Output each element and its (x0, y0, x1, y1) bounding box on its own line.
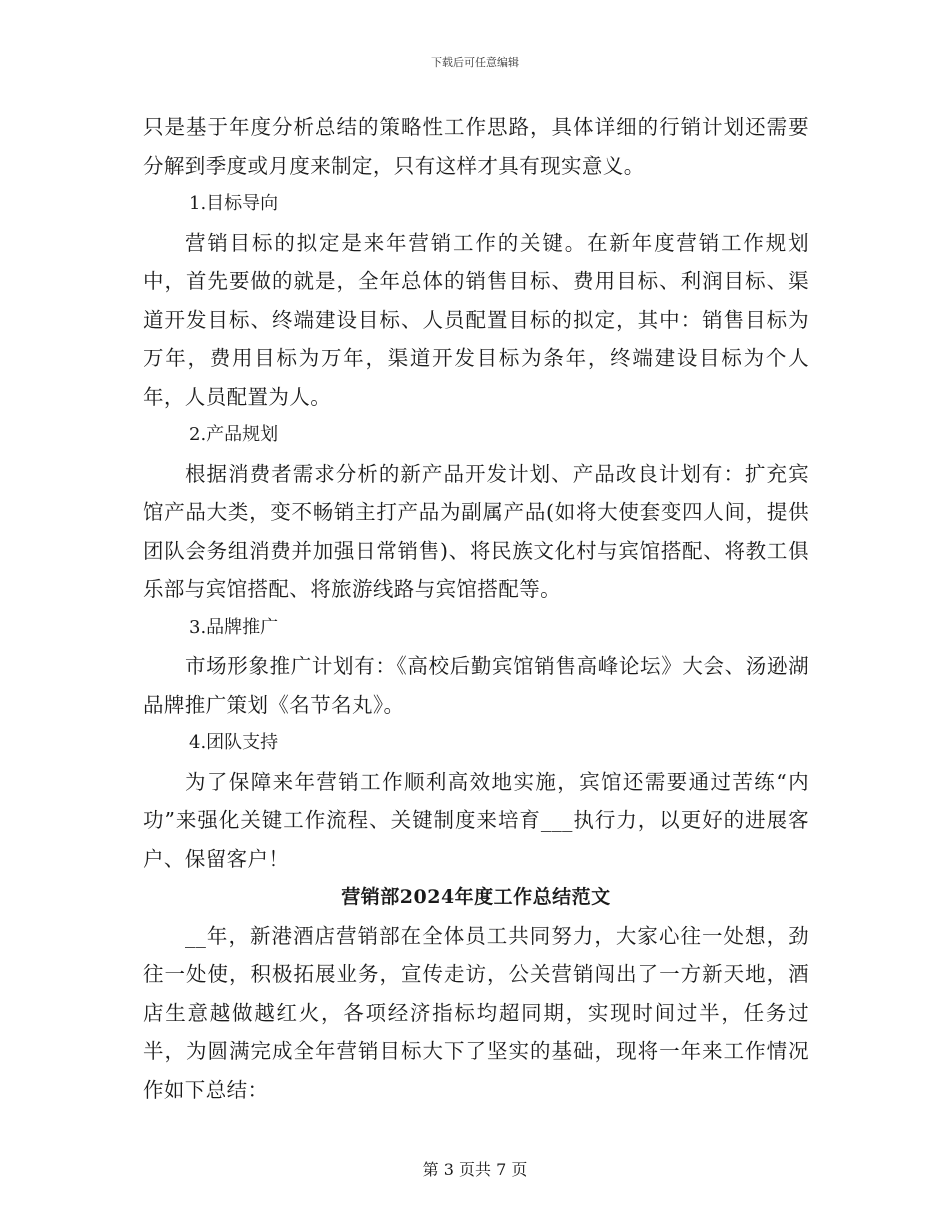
page-header: 下载后可任意编辑 (431, 56, 519, 69)
section-title: 营销部2024年度工作总结范文 (341, 886, 611, 908)
heading-product-planning: 2.产品规划 (189, 424, 279, 445)
heading-brand-promotion: 3.品牌推广 (189, 616, 279, 638)
heading-goal-orientation: 1.目标导向 (189, 193, 279, 214)
paragraph-team: 为了保障来年营销工作顺利高效地实施，宾馆还需要通过苦练“内功”来强化关键工作流程、关键制度来培育___执行力，以更好的进展客户、保留客户！ (143, 769, 809, 871)
paragraph-intro: 只是基于年度分析总结的策略性工作思路，具体详细的行销计划还需要分解到季度或月度来制定，只有这样才具有现实意义。 (143, 115, 809, 178)
page-footer: 第 3 页共 7 页 (422, 1160, 528, 1179)
document-body (143, 108, 809, 1109)
paragraph-goals: 营销目标的拟定是来年营销工作的关键。在新年度营销工作规划中，首先要做的就是，全年总体的销售目标、费用目标、利润目标、渠道开发目标、终端建设目标、人员配置目标的拟定，其中：销售目标为万年，费用目标为万年，渠道开发目标为条年，终端建设目标为个人年，人员配置为人。 (143, 230, 809, 409)
heading-team-support: 4.团队支持 (189, 732, 279, 753)
paragraph-summary: __年，新港酒店营销部在全体员工共同努力，大家心往一处想，劲往一处使，积极拓展业务，宣传走访，公关营销闯出了一方新天地，酒店生意越做越红火，各项经济指标均超同期，实现时间过半，任务过半，为圆满完成全年营销目标大下了坚实的基础，现将一年来工作情况作如下总结： (143, 923, 809, 1102)
paragraph-brand: 市场形象推广计划有：《高校后勤宾馆销售高峰论坛》大会、汤逊湖品牌推广策划《名节名丸》。 (143, 654, 809, 717)
paragraph-products: 根据消费者需求分析的新产品开发计划、产品改良计划有：扩充宾馆产品大类，变不畅销主打产品为副属产品(如将大使套变四人间，提供团队会务组消费并加强日常销售)、将民族文化村与宾馆搭配、将教工俱乐部与宾馆搭配、将旅游线路与宾馆搭配等。 (143, 461, 809, 601)
